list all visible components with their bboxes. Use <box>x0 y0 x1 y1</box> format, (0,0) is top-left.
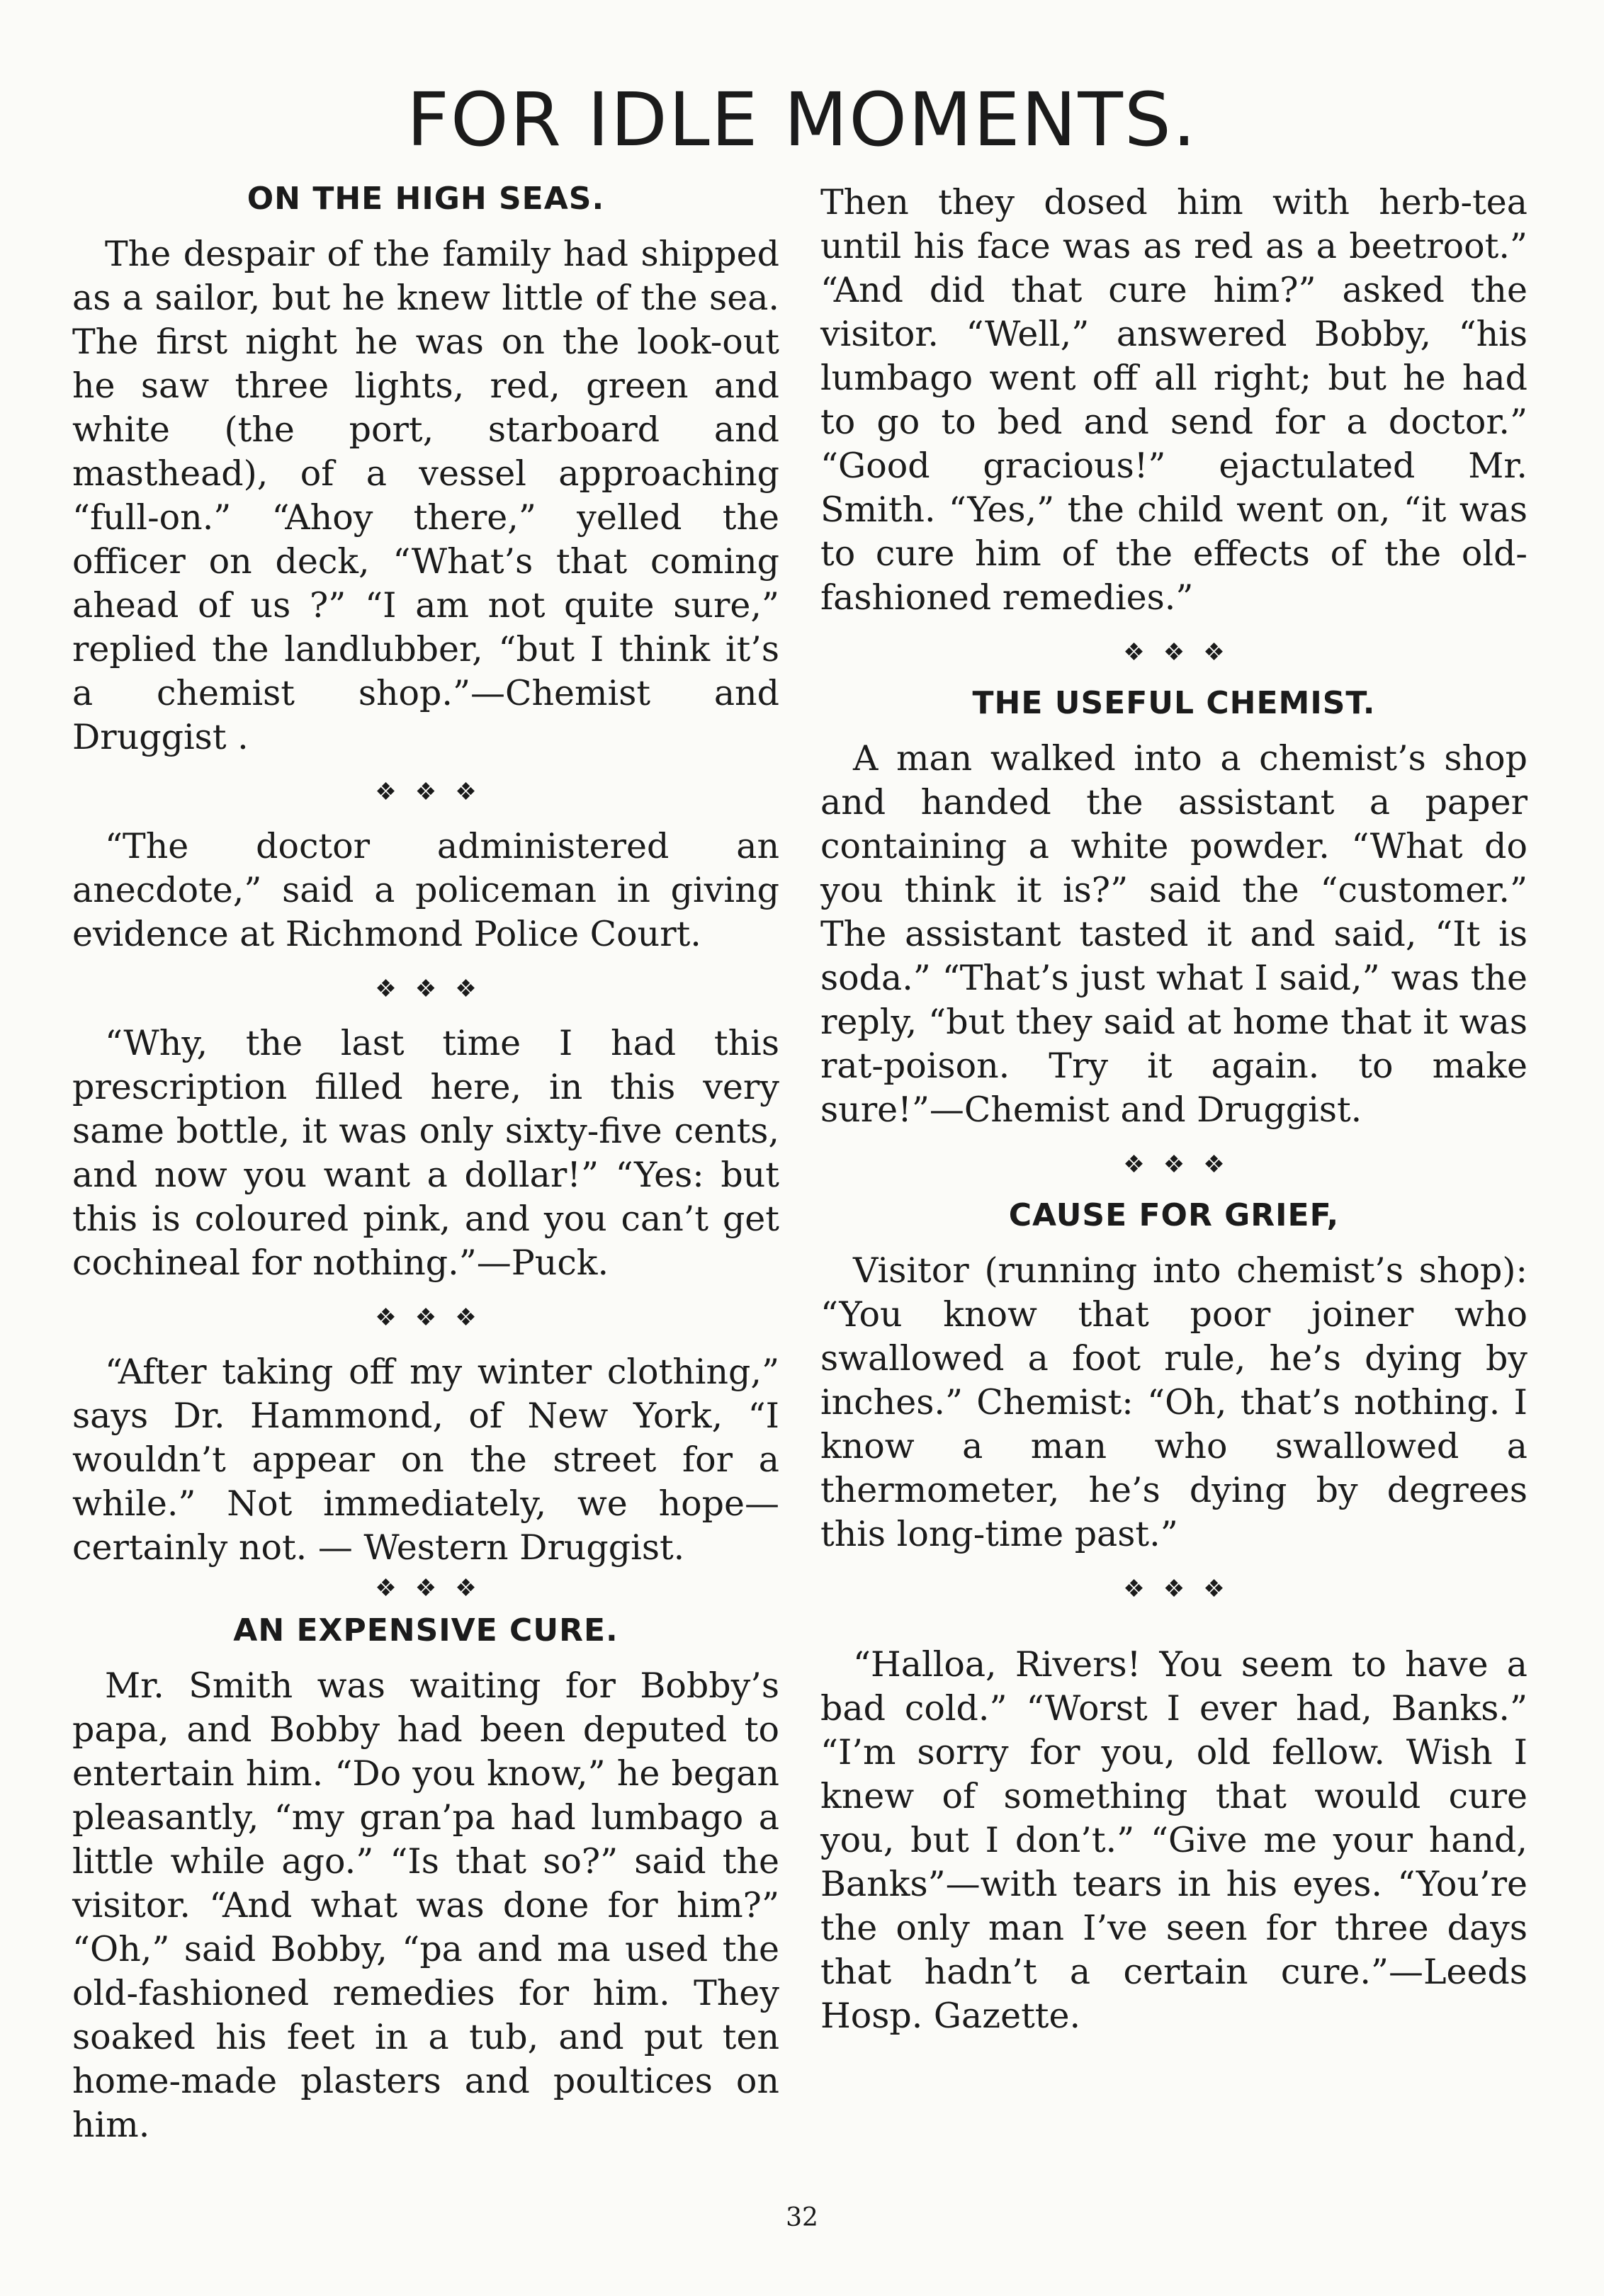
fleuron-ornament-icon: ❖❖❖ <box>1123 1150 1243 1179</box>
article-an-expensive-cure: Mr. Smith was waiting for Bobby’s papa, and Bobby had been deputed to entertain him. “Do you know,” he began pleasantly, “my gran’pa had lumbago a little while ago.” “Is that so?” said the visitor. “And what was done for him?” “Oh,” said Bobby, “pa and ma used the old-fashioned remedies for him. They soaked his feet in a tub, and put ten home-made plasters and poultices on him. <box>72 1666 779 2145</box>
right-column <box>820 181 1527 2038</box>
heading-on-the-high-seas: ON THE HIGH SEAS. <box>247 181 605 217</box>
article-halloa-rivers: “Halloa, Rivers! You seem to have a bad cold.” “Worst I ever had, Banks.” “I’m sorry for you, old fellow. Wish I knew of something that would cure you, but I don’t.” “Give me your hand, Banks”—with tears in his eyes. “You’re the only man I’ve seen for three days that hadn’t a certain cure.”—Leeds Hosp. Gazette. <box>820 1644 1527 2036</box>
fleuron-ornament-icon: ❖❖❖ <box>375 1303 495 1332</box>
fleuron-ornament-icon: ❖❖❖ <box>375 778 495 806</box>
fleuron-ornament-icon: ❖❖❖ <box>375 975 495 1003</box>
heading-an-expensive-cure: AN EXPENSIVE CURE. <box>233 1612 619 1649</box>
article-prescription: “Why, the last time I had this prescription filled here, in this very same bottle, it was only sixty-five cents, and now you want a dollar!” “Yes: but this is coloured pink, and you can’t get cochineal for nothing.”—Puck. <box>72 1023 779 1283</box>
article-cause-for-grief: Visitor (running into chemist’s shop): “You know that poor joiner who swallowed a foot rule, he’s dying by inches.” Chemist: “Oh, that’s nothing. I know a man who swallowed a thermometer, he’s dying by degrees this long-time past.” <box>820 1250 1527 1554</box>
heading-the-useful-chemist: THE USEFUL CHEMIST. <box>972 685 1376 721</box>
fleuron-ornament-icon: ❖❖❖ <box>1123 1575 1243 1603</box>
article-the-useful-chemist: A man walked into a chemist’s shop and handed the assistant a paper containing a white powder. “What do you think it is?” said the “customer.” The assistant tasted it and said, “It is soda.” “That’s just what I said,” was the reply, “but they said at home that it was rat-poison. Try it again. to make sure!”—Chemist and Druggist. <box>820 738 1527 1130</box>
article-expensive-cure-continued: Then they dosed him with herb-tea until his face was as red as a beetroot.” “And did that cure him?” asked the visitor. “Well,” answered Bobby, “his lumbago went off all right; but he had to go to bed and send for a doctor.” “Good gracious!” ejactulated Mr. Smith. “Yes,” the child went on, “it was to cure him of the effects of the old-fashioned remedies.” <box>820 182 1527 618</box>
article-on-the-high-seas: The despair of the family had shipped as a sailor, but he knew little of the sea. The first night he was on the look-out he saw three lights, red, green and white (the port, starboard and masthead), of a vessel approaching “full-on.” “Ahoy there,” yelled the officer on deck, “What’s that coming ahead of us ?” “I am not quite sure,” replied the landlubber, “but I think it’s a chemist shop.”—Chemist and Druggist . <box>72 234 779 757</box>
fleuron-ornament-icon: ❖❖❖ <box>375 1574 495 1602</box>
page-number: 32 <box>786 2203 818 2232</box>
heading-cause-for-grief: CAUSE FOR GRIEF, <box>1008 1197 1340 1233</box>
article-anecdote: “The doctor administered an anecdote,” said a policeman in giving evidence at Richmond Police Court. <box>72 826 779 954</box>
article-winter-clothing: “After taking off my winter clothing,” says Dr. Hammond, of New York, “I wouldn’t appear on the street for a while.” Not immediately, we hope—certainly not. — Western Druggist. <box>72 1352 779 1568</box>
page-title: FOR IDLE MOMENTS. <box>407 77 1197 163</box>
fleuron-ornament-icon: ❖❖❖ <box>1123 638 1243 667</box>
left-column <box>72 181 779 2147</box>
